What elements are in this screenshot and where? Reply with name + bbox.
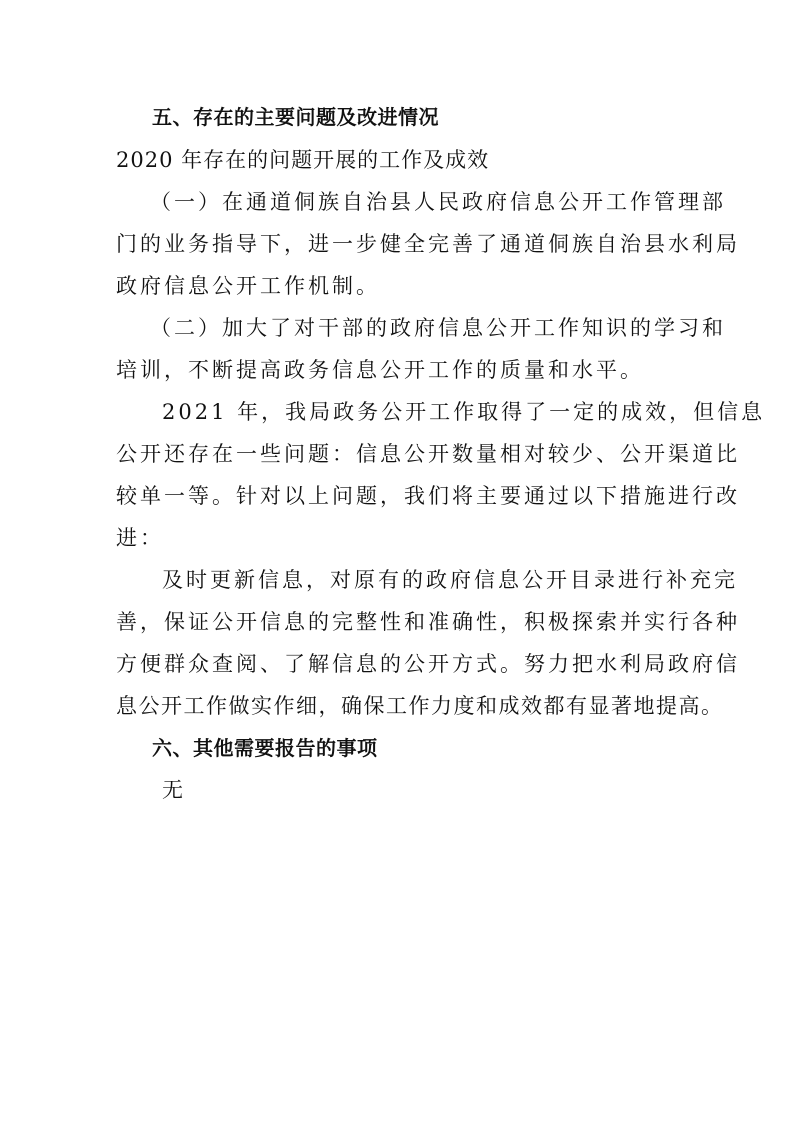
- paragraph-line: 2020 年存在的问题开展的工作及成效: [116, 148, 490, 172]
- paragraph-line: 政府信息公开工作机制。: [116, 274, 380, 298]
- paragraph-line: 门的业务指导下，进一步健全完善了通道侗族自治县水利局: [116, 232, 740, 256]
- paragraph-line: 公开还存在一些问题：信息公开数量相对较少、公开渠道比: [116, 442, 740, 466]
- paragraph-line: 2021 年，我局政务公开工作取得了一定的成效，但信息: [162, 400, 766, 424]
- paragraph-line: 培训，不断提高政务信息公开工作的质量和水平。: [116, 358, 644, 382]
- paragraph-line: 善，保证公开信息的完整性和准确性，积极探索并实行各种: [116, 610, 740, 634]
- paragraph-line: （一）在通道侗族自治县人民政府信息公开工作管理部: [150, 190, 726, 214]
- paragraph-line: 及时更新信息，对原有的政府信息公开目录进行补充完: [162, 568, 738, 592]
- paragraph-line: 无: [162, 778, 186, 802]
- section-heading-6: 六、其他需要报告的事项: [152, 736, 378, 760]
- paragraph-line: 进：: [116, 526, 164, 550]
- paragraph-line: 方便群众查阅、了解信息的公开方式。努力把水利局政府信: [116, 652, 740, 676]
- paragraph-line: 较单一等。针对以上问题，我们将主要通过以下措施进行改: [116, 484, 740, 508]
- paragraph-line: （二）加大了对干部的政府信息公开工作知识的学习和: [150, 316, 726, 340]
- paragraph-line: 息公开工作做实作细，确保工作力度和成效都有显著地提高。: [116, 694, 724, 718]
- section-heading-5: 五、存在的主要问题及改进情况: [152, 105, 439, 129]
